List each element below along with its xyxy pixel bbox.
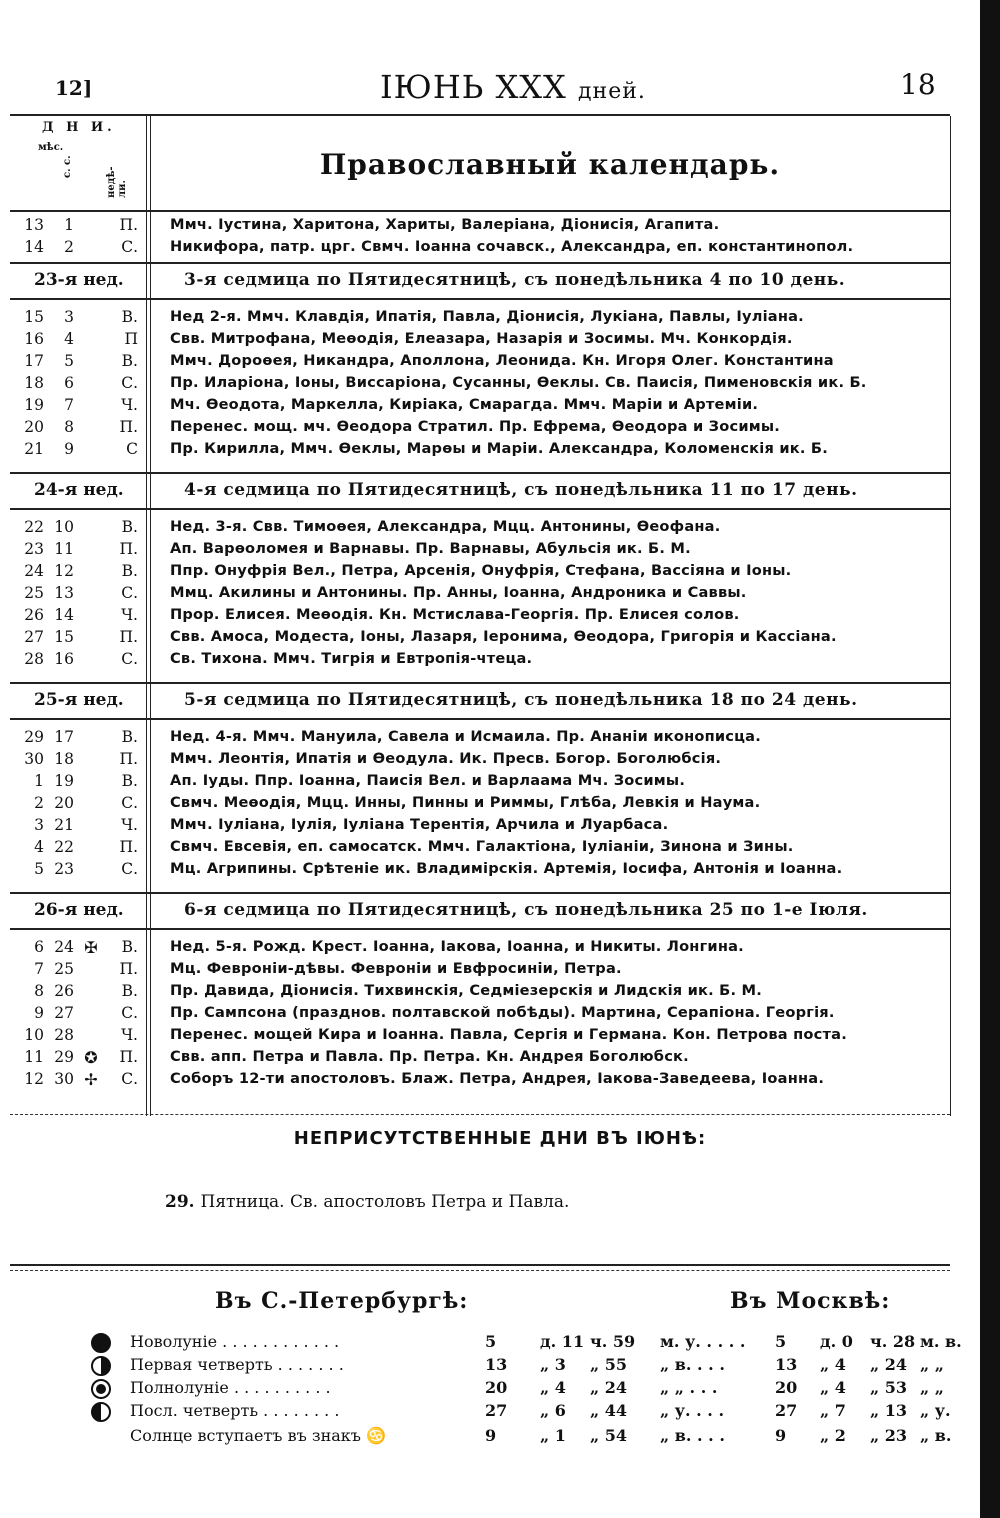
week-text: 3-я седмица по Пятидесятницѣ, съ понедѣльника 4 по 10 день. xyxy=(184,270,846,290)
table-row xyxy=(14,1048,954,1070)
new-style-day: 17 xyxy=(24,352,44,370)
week-rule xyxy=(10,892,950,894)
table-row xyxy=(14,518,954,540)
table-row xyxy=(14,982,954,1004)
weekday: В. xyxy=(121,982,138,1000)
phase-value: „ 24 xyxy=(870,1355,908,1374)
moon-phase-row xyxy=(100,1426,960,1450)
table-row xyxy=(14,1070,954,1092)
week-rule xyxy=(10,472,950,474)
moon-phase-row xyxy=(100,1401,960,1425)
old-style-day: 19 xyxy=(54,772,74,790)
new-style-day: 26 xyxy=(24,606,44,624)
table-row xyxy=(14,1004,954,1026)
phase-value: „ у. xyxy=(920,1401,951,1420)
phase-value: „ 24 xyxy=(590,1378,628,1397)
month-label: мѣс. xyxy=(38,142,64,153)
weekday: С xyxy=(126,440,138,458)
phase-value: „ в. . . . xyxy=(660,1426,725,1445)
new-style-day: 6 xyxy=(34,938,44,956)
saints-text: Свв. Амоса, Модеста, Іоны, Лазаря, Іеронима, Ѳеодора, Григорія и Кассіана. xyxy=(170,628,837,645)
phase-value: д. 11 xyxy=(540,1332,585,1351)
phase-value: „ в. . . . xyxy=(660,1355,725,1374)
phase-value: „ 53 xyxy=(870,1378,908,1397)
saints-text: Прор. Елисея. Меѳодія. Кн. Мстислава-Георгія. Пр. Елисея солов. xyxy=(170,606,740,623)
phase-name: Посл. четверть . . . . . . . . xyxy=(130,1401,340,1420)
weekday: В. xyxy=(121,518,138,536)
days-label: Д Н И. xyxy=(42,120,116,135)
header-rule xyxy=(10,114,950,116)
old-style-day: 5 xyxy=(64,352,74,370)
old-style-day: 1 xyxy=(64,216,74,234)
saints-text: Ммч. Леонтія, Ипатія и Ѳеодула. Ик. Пресв. Богор. Боголюбсія. xyxy=(170,750,722,767)
new-style-day: 16 xyxy=(24,330,44,348)
feast-symbol: ✪ xyxy=(84,1048,98,1067)
week-header xyxy=(14,266,954,296)
saints-text: Перенес. мощей Кира и Іоанна. Павла, Сергія и Германа. Кон. Петрова поста. xyxy=(170,1026,847,1043)
new-style-day: 1 xyxy=(34,772,44,790)
table-row xyxy=(14,750,954,772)
old-style-day: 3 xyxy=(64,308,74,326)
table-bottom-rule xyxy=(10,1114,950,1115)
table-row xyxy=(14,628,954,650)
new-style-day: 15 xyxy=(24,308,44,326)
table-row xyxy=(14,938,954,960)
new-style-day: 21 xyxy=(24,440,44,458)
phase-value: 5 xyxy=(775,1332,787,1351)
phase-value: 20 xyxy=(485,1378,508,1397)
weekday: П xyxy=(124,330,138,348)
phase-value: „ у. . . . xyxy=(660,1401,725,1420)
weekday: В. xyxy=(121,938,138,956)
new-style-day: 25 xyxy=(24,584,44,602)
week-rule xyxy=(10,928,950,930)
new-style-day: 20 xyxy=(24,418,44,436)
table-row xyxy=(14,772,954,794)
year-label: 18 xyxy=(900,68,936,101)
new-style-day: 5 xyxy=(34,860,44,878)
weekday: П. xyxy=(119,216,138,234)
new-moon-icon xyxy=(90,1332,112,1354)
old-style-day: 14 xyxy=(54,606,74,624)
new-style-day: 22 xyxy=(24,518,44,536)
saints-text: Соборъ 12-ти апостоловъ. Блаж. Петра, Андрея, Іакова-Заведеева, Іоанна. xyxy=(170,1070,825,1087)
phase-value: „ в. xyxy=(920,1426,952,1445)
new-style-day: 28 xyxy=(24,650,44,668)
old-style-day: 18 xyxy=(54,750,74,768)
saints-text: Ап. Варѳоломея и Варнавы. Пр. Варнавы, Абульсія ик. Б. М. xyxy=(170,540,691,557)
new-style-day: 10 xyxy=(24,1026,44,1044)
phase-value: „ 44 xyxy=(590,1401,628,1420)
saints-text: Ппр. Онуфрія Вел., Петра, Арсенія, Онуфрія, Стефана, Вассіяна и Іоны. xyxy=(170,562,792,579)
old-style-day: 11 xyxy=(54,540,74,558)
weekday: Ч. xyxy=(121,1026,138,1044)
weekday: С. xyxy=(121,584,138,602)
new-style-day: 29 xyxy=(24,728,44,746)
saints-text: Никифора, патр. црг. Свмч. Іоанна сочавск., Александра, еп. константинопол. xyxy=(170,238,854,255)
new-style-day: 11 xyxy=(24,1048,44,1066)
old-style-day: 12 xyxy=(54,562,74,580)
phase-value: „ „ xyxy=(920,1378,944,1397)
weekday: П. xyxy=(119,540,138,558)
page-edge xyxy=(966,0,1000,1518)
week-header xyxy=(14,686,954,716)
old-style-day: 25 xyxy=(54,960,74,978)
new-style-day: 13 xyxy=(24,216,44,234)
weekday: С. xyxy=(121,860,138,878)
saints-text: Нед 2-я. Ммч. Клавдія, Ипатія, Павла, Діонисія, Лукіана, Павлы, Іуліана. xyxy=(170,308,804,325)
weekday: С. xyxy=(121,650,138,668)
table-row xyxy=(14,838,954,860)
table-row xyxy=(14,440,954,462)
phase-value: ч. 28 xyxy=(870,1332,916,1351)
saints-text: Ммц. Акилины и Антонины. Пр. Анны, Іоанна, Андроника и Саввы. xyxy=(170,584,747,601)
old-style-day: 29 xyxy=(54,1048,74,1066)
saints-text: Мц. Февроніи-дѣвы. Февроніи и Евфросиніи, Петра. xyxy=(170,960,622,977)
table-row xyxy=(14,396,954,418)
saints-text: Свв. Митрофана, Меѳодія, Елеазара, Назарія и Зосимы. Мч. Конкордія. xyxy=(170,330,793,347)
feast-symbol: ✠ xyxy=(84,938,98,957)
phase-value: 27 xyxy=(775,1401,798,1420)
city-spb: Въ С.-Петербургѣ: xyxy=(215,1288,469,1314)
weekday: П. xyxy=(119,628,138,646)
old-style-day: 24 xyxy=(54,938,74,956)
last-quarter-icon xyxy=(90,1401,112,1423)
phase-value: ч. 59 xyxy=(590,1332,636,1351)
moon-phase-row xyxy=(100,1355,960,1379)
table-row xyxy=(14,860,954,882)
saints-text: Ап. Іуды. Ппр. Іоанна, Паисія Вел. и Варлаама Мч. Зосимы. xyxy=(170,772,686,789)
old-style-day: 13 xyxy=(54,584,74,602)
phase-value: „ „ xyxy=(920,1355,944,1374)
weekday: В. xyxy=(121,352,138,370)
weekday: В. xyxy=(121,772,138,790)
saints-text: Свмч. Меѳодія, Мцц. Инны, Пинны и Риммы, Глѣба, Левкія и Наума. xyxy=(170,794,761,811)
holidays-heading: НЕПРИСУТСТВЕННЫЕ ДНИ ВЪ ІЮНѢ: xyxy=(293,1128,707,1149)
weekday: С. xyxy=(121,238,138,256)
saints-text: Нед. 3-я. Свв. Тимоѳея, Александра, Мцц. Антонины, Ѳеофана. xyxy=(170,518,721,535)
phase-value: „ 23 xyxy=(870,1426,908,1445)
week-header xyxy=(14,476,954,506)
old-style-day: 17 xyxy=(54,728,74,746)
moon-rule-2 xyxy=(10,1270,950,1271)
week-text: 4-я седмица по Пятидесятницѣ, съ понедѣльника 11 по 17 день. xyxy=(184,480,858,500)
new-style-day: 7 xyxy=(34,960,44,978)
city-msk: Въ Москвѣ: xyxy=(730,1288,891,1314)
table-row xyxy=(14,540,954,562)
week-rule xyxy=(10,508,950,510)
moon-phase-row xyxy=(100,1332,960,1356)
old-style-day: 16 xyxy=(54,650,74,668)
phase-value: „ 1 xyxy=(540,1426,566,1445)
new-style-day: 8 xyxy=(34,982,44,1000)
weekday: Ч. xyxy=(121,396,138,414)
new-style-day: 23 xyxy=(24,540,44,558)
week-label: 24-я нед. xyxy=(34,480,124,500)
old-style-label: с. с. xyxy=(62,155,73,178)
old-style-day: 2 xyxy=(64,238,74,256)
weekday: П. xyxy=(119,1048,138,1066)
new-style-day: 4 xyxy=(34,838,44,856)
weekday: В. xyxy=(121,308,138,326)
new-style-day: 2 xyxy=(34,794,44,812)
old-style-day: 22 xyxy=(54,838,74,856)
first-quarter-icon xyxy=(90,1355,112,1377)
weekday: С. xyxy=(121,1070,138,1088)
weekday: С. xyxy=(121,374,138,392)
table-row xyxy=(14,728,954,750)
table-row xyxy=(14,418,954,440)
saints-text: Пр. Кирилла, Ммч. Ѳеклы, Марѳы и Маріи. Александра, Коломенскія ик. Б. xyxy=(170,440,828,457)
old-style-day: 9 xyxy=(64,440,74,458)
table-row xyxy=(14,1026,954,1048)
phase-value: „ 55 xyxy=(590,1355,628,1374)
phase-value: „ 54 xyxy=(590,1426,628,1445)
week-rule xyxy=(10,682,950,684)
page-header xyxy=(0,68,1000,112)
page-number: 12] xyxy=(55,76,93,100)
table-row xyxy=(14,606,954,628)
phase-value: 13 xyxy=(485,1355,508,1374)
weekday: П. xyxy=(119,960,138,978)
weekday: П. xyxy=(119,418,138,436)
saints-text: Нед. 4-я. Ммч. Мануила, Савела и Исмаила. Пр. Ананіи иконописца. xyxy=(170,728,761,745)
saints-text: Пр. Иларіона, Іоны, Виссаріона, Сусанны, Ѳеклы. Св. Паисія, Пименовскія ик. Б. xyxy=(170,374,867,391)
new-style-day: 24 xyxy=(24,562,44,580)
weekday: В. xyxy=(121,562,138,580)
moon-phase-row xyxy=(100,1378,960,1402)
new-style-day: 18 xyxy=(24,374,44,392)
phase-value: „ 7 xyxy=(820,1401,846,1420)
saints-text: Нед. 5-я. Рожд. Крест. Іоанна, Іакова, Іоанна, и Никиты. Лонгина. xyxy=(170,938,744,955)
phase-value: 5 xyxy=(485,1332,497,1351)
old-style-day: 20 xyxy=(54,794,74,812)
weekday: П. xyxy=(119,838,138,856)
column-header xyxy=(14,118,146,208)
old-style-day: 6 xyxy=(64,374,74,392)
week-text: 6-я седмица по Пятидесятницѣ, съ понедѣльника 25 по 1-е Іюля. xyxy=(184,900,868,920)
new-style-day: 12 xyxy=(24,1070,44,1088)
table-row xyxy=(14,562,954,584)
phase-name: Солнце вступаетъ въ знакъ ♋ xyxy=(130,1426,386,1445)
phase-value: д. 0 xyxy=(820,1332,853,1351)
moon-rule-1 xyxy=(10,1264,950,1266)
week-label: 25-я нед. xyxy=(34,690,124,710)
phase-value: м. у. . . . . xyxy=(660,1332,746,1351)
phase-value: „ 13 xyxy=(870,1401,908,1420)
saints-text: Ммч. Дороѳея, Никандра, Аполлона, Леонида. Кн. Игоря Олег. Константина xyxy=(170,352,834,369)
holiday-entry: 29. Пятница. Св. апостоловъ Петра и Павла. xyxy=(165,1192,570,1212)
phase-value: „ 2 xyxy=(820,1426,846,1445)
weekday: С. xyxy=(121,794,138,812)
old-style-day: 26 xyxy=(54,982,74,1000)
phase-name: Первая четверть . . . . . . . xyxy=(130,1355,344,1374)
old-style-day: 23 xyxy=(54,860,74,878)
saints-text: Свв. апп. Петра и Павла. Пр. Петра. Кн. Андрея Боголюбск. xyxy=(170,1048,689,1065)
week-rule xyxy=(10,718,950,720)
table-row xyxy=(14,584,954,606)
saints-text: Св. Тихона. Ммч. Тигрія и Евтропія-чтеца. xyxy=(170,650,533,667)
phase-value: „ 3 xyxy=(540,1355,566,1374)
new-style-day: 3 xyxy=(34,816,44,834)
phase-value: „ „ . . . xyxy=(660,1378,718,1397)
table-row xyxy=(14,960,954,982)
saints-text: Мч. Ѳеодота, Маркелла, Киріака, Смарагда. Ммч. Маріи и Артеміи. xyxy=(170,396,759,413)
old-style-day: 7 xyxy=(64,396,74,414)
new-style-day: 19 xyxy=(24,396,44,414)
table-row xyxy=(14,352,954,374)
phase-value: „ 6 xyxy=(540,1401,566,1420)
weekday: П. xyxy=(119,750,138,768)
phase-value: 9 xyxy=(775,1426,787,1445)
phase-value: 13 xyxy=(775,1355,798,1374)
week-label: 26-я нед. xyxy=(34,900,124,920)
weekday: Ч. xyxy=(121,816,138,834)
colhead-rule xyxy=(10,210,950,212)
phase-name: Новолуніе . . . . . . . . . . . . xyxy=(130,1332,340,1351)
full-moon-icon xyxy=(90,1378,112,1400)
table-row xyxy=(14,216,954,238)
weekday: В. xyxy=(121,728,138,746)
phase-value: м. в. xyxy=(920,1332,962,1351)
page-title: ІЮНЬ XXX дней. xyxy=(380,68,646,106)
phase-value: „ 4 xyxy=(540,1378,566,1397)
new-style-day: 14 xyxy=(24,238,44,256)
phase-value: „ 4 xyxy=(820,1378,846,1397)
old-style-day: 8 xyxy=(64,418,74,436)
saints-text: Мц. Агрипины. Срѣтеніе ик. Владимірскія. Артемія, Іосифа, Антонія и Іоанна. xyxy=(170,860,843,877)
new-style-day: 30 xyxy=(24,750,44,768)
phase-value: 20 xyxy=(775,1378,798,1397)
table-row xyxy=(14,374,954,396)
old-style-day: 27 xyxy=(54,1004,74,1022)
week-text: 5-я седмица по Пятидесятницѣ, съ понедѣльника 18 по 24 день. xyxy=(184,690,858,710)
old-style-day: 4 xyxy=(64,330,74,348)
weekday-label: недѣ-ли. xyxy=(106,166,128,198)
table-row xyxy=(14,238,954,260)
table-row xyxy=(14,330,954,352)
table-row xyxy=(14,308,954,330)
old-style-day: 21 xyxy=(54,816,74,834)
phase-value: „ 4 xyxy=(820,1355,846,1374)
week-header xyxy=(14,896,954,926)
saints-text: Пр. Давида, Діонисія. Тихвинскія, Седміезерскія и Лидскія ик. Б. М. xyxy=(170,982,762,999)
feast-symbol: ✢ xyxy=(84,1070,98,1089)
old-style-day: 28 xyxy=(54,1026,74,1044)
saints-text: Ммч. Іустина, Харитона, Хариты, Валеріана, Діонисія, Агапита. xyxy=(170,216,720,233)
phase-value: 27 xyxy=(485,1401,508,1420)
saints-text: Перенес. мощ. мч. Ѳеодора Стратил. Пр. Ефрема, Ѳеодора и Зосимы. xyxy=(170,418,781,435)
new-style-day: 9 xyxy=(34,1004,44,1022)
section-title: Православный календарь. xyxy=(319,148,781,181)
week-rule xyxy=(10,262,950,264)
week-rule xyxy=(10,298,950,300)
saints-text: Свмч. Евсевія, еп. самосатск. Ммч. Галактіона, Іуліаніи, Зинона и Зины. xyxy=(170,838,794,855)
phase-value: 9 xyxy=(485,1426,497,1445)
weekday: Ч. xyxy=(121,606,138,624)
saints-text: Пр. Сампсона (празднов. полтавской побѣды). Мартина, Серапіона. Георгія. xyxy=(170,1004,835,1021)
old-style-day: 10 xyxy=(54,518,74,536)
week-label: 23-я нед. xyxy=(34,270,124,290)
old-style-day: 30 xyxy=(54,1070,74,1088)
table-row xyxy=(14,794,954,816)
table-row xyxy=(14,816,954,838)
phase-name: Полнолуніе . . . . . . . . . . xyxy=(130,1378,331,1397)
old-style-day: 15 xyxy=(54,628,74,646)
new-style-day: 27 xyxy=(24,628,44,646)
weekday: С. xyxy=(121,1004,138,1022)
table-row xyxy=(14,650,954,672)
saints-text: Ммч. Іуліана, Іулія, Іуліана Терентія, Арчила и Луарбаса. xyxy=(170,816,669,833)
